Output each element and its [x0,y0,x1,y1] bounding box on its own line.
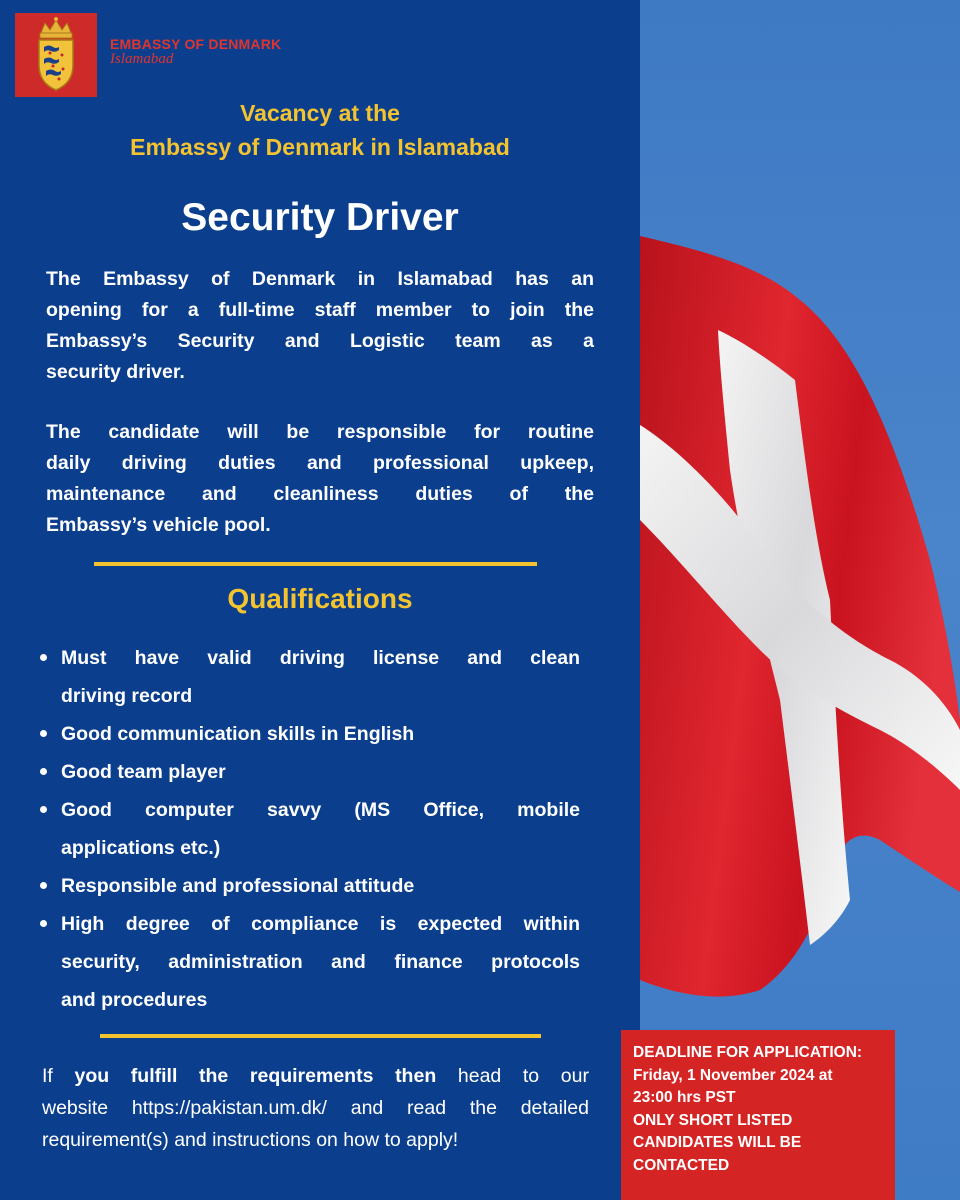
job-title: Security Driver [181,196,459,239]
deadline-box [621,1030,895,1200]
deadline-line: CONTACTED [633,1156,730,1174]
text-line: The candidate will be responsible for routine [46,421,594,443]
deadline-line: 23:00 hrs PST [633,1089,736,1106]
danish-royal-crest-icon [15,13,97,97]
section-divider-top [94,562,537,566]
qualification-item [40,715,580,753]
vacancy-heading-line1: Vacancy at the [240,100,400,126]
text-line [42,1060,589,1092]
embassy-city: Islamabad [110,51,174,67]
bullet-icon [40,920,47,927]
qualification-item [40,905,580,1019]
text-line: High degree of compliance is expected within [61,913,580,935]
bullet-icon [40,882,47,889]
text-line: Embassy’s Security and Logistic team as a [46,330,594,352]
text-line: requirement(s) and instructions on how to apply! [42,1129,459,1151]
text-line: and procedures [61,989,208,1011]
bullet-icon [40,730,47,737]
deadline-line: DEADLINE FOR APPLICATION: [633,1044,863,1061]
qualification-item [40,867,580,905]
bullet-icon [40,768,47,775]
deadline-line: ONLY SHORT LISTED [633,1111,793,1129]
embassy-name: EMBASSY OF DENMARK [110,36,282,52]
description-paragraph-1 [46,264,594,388]
text-line: daily driving duties and professional upkeep, [46,452,594,474]
text-line: security, administration and finance protocols [61,951,580,973]
qualifications-list [40,639,580,1019]
qualification-item [40,753,580,791]
text-line: The Embassy of Denmark in Islamabad has an [46,268,594,290]
text-line: Must have valid driving license and clean [61,647,580,669]
text-line: Embassy’s vehicle pool. [46,514,271,536]
danish-flag-image [640,0,960,1200]
section-divider-bottom [100,1034,541,1038]
bullet-icon [40,654,47,661]
embassy-logo [15,13,97,97]
text-line: opening for a full-time staff member to join the [46,299,594,321]
qualifications-heading: Qualifications [227,583,413,614]
qualification-item [40,639,580,715]
website-line: website https://pakistan.um.dk/ and read the detailed [42,1097,589,1119]
vacancy-heading-line2: Embassy of Denmark in Islamabad [130,134,510,160]
bullet-icon [40,806,47,813]
text-line: security driver. [46,361,185,383]
text-line: driving record [61,685,193,707]
text-line: Good computer savvy (MS Office, mobile [61,799,580,821]
text-line: applications etc.) [61,837,221,859]
text-fragment: head to our [457,1065,589,1087]
deadline-line: CANDIDATES WILL BE [633,1134,802,1151]
flag-photo [640,0,960,1200]
text-line: maintenance and cleanliness duties of the [46,483,594,505]
text-line: Good communication skills in English [61,723,415,745]
text-fragment-bold: you fulfill the requirements then [74,1065,437,1087]
text-line: Good team player [61,761,226,783]
application-instructions [42,1060,589,1156]
text-line: Responsible and professional attitude [61,875,415,897]
text-fragment: If [42,1065,53,1087]
qualification-item [40,791,580,867]
deadline-line: Friday, 1 November 2024 at [633,1066,833,1084]
description-paragraph-2 [46,417,594,541]
